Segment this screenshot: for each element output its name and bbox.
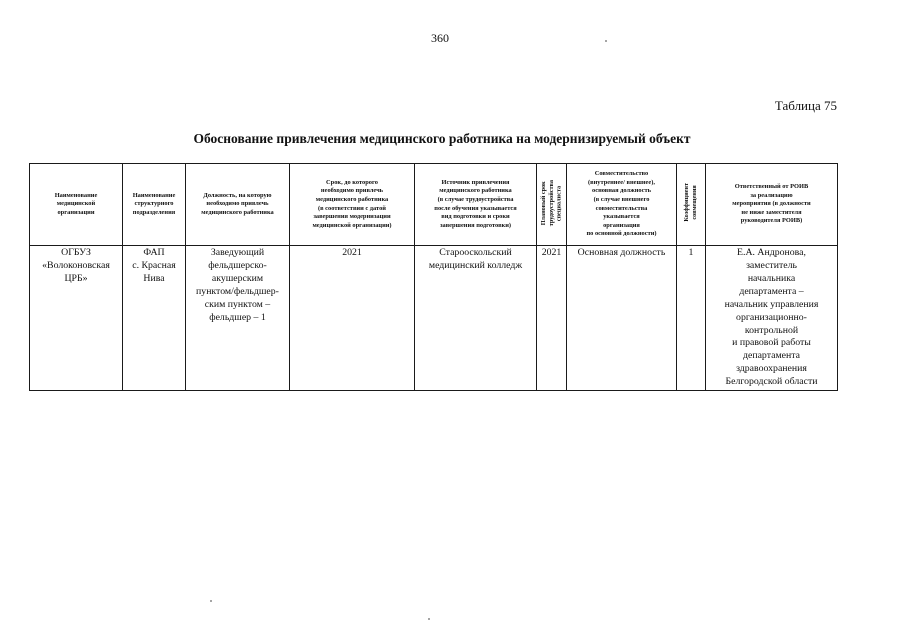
header-recruitment-source: Источник привлечения медицинского работника (в случае трудоустройства после обучения указывается вид подготовки и сроки завершения подготовки) <box>415 164 537 246</box>
header-medical-organization: Наименование медицинской организации <box>30 164 123 246</box>
cell-medical-organization: ОГБУЗ «Волоконовская ЦРБ» <box>30 246 123 391</box>
header-deadline: Срок, до которого необходимо привлечь медицинского работника (в соответствии с датой завершения модернизации медицинской организации) <box>290 164 415 246</box>
table-row <box>30 246 838 391</box>
scan-speck <box>605 40 607 42</box>
header-responsible: Ответственный от РОИВ за реализацию мероприятия (в должности не ниже заместителя руководителя РОИВ) <box>706 164 838 246</box>
document-title: Обоснование привлечения медицинского работника на модернизируемый объект <box>193 131 691 146</box>
cell-position: Заведующий фельдшерско- акушерским пунктом/фельдшер- ским пунктом – фельдшер – 1 <box>186 246 290 391</box>
header-coefficient-text: Коэффициент совмещения <box>683 183 698 222</box>
header-coefficient <box>677 164 706 246</box>
cell-responsible: Е.А. Андронова, заместитель начальника департамента – начальник управления организационно- контрольной и правовой работы департамента здравоохранения Белгородской области <box>706 246 838 391</box>
cell-recruitment-source: Старооскольский медицинский колледж <box>415 246 537 391</box>
header-position: Должность, на которую необходимо привлечь медицинского работника <box>186 164 290 246</box>
table-header-row <box>30 164 838 246</box>
header-planned-employment <box>537 164 567 246</box>
scan-speck <box>428 618 430 620</box>
cell-deadline: 2021 <box>290 246 415 391</box>
header-combination: Совместительство (внутреннее/ внешнее), основная должность (в случае внешнего совместительства указывается организация по основной должности) <box>567 164 677 246</box>
scan-speck <box>210 600 212 602</box>
page-number: 360 <box>431 31 449 45</box>
header-structural-unit: Наименование структурного подразделения <box>123 164 186 246</box>
cell-planned-employment: 2021 <box>537 246 567 391</box>
cell-structural-unit: ФАП с. Красная Нива <box>123 246 186 391</box>
cell-combination: Основная должность <box>567 246 677 391</box>
table-label: Таблица 75 <box>774 98 837 113</box>
cell-coefficient: 1 <box>677 246 706 391</box>
justification-table <box>29 163 838 391</box>
header-planned-employment-text: Плановый срок трудоустройства специалиста <box>539 179 563 226</box>
